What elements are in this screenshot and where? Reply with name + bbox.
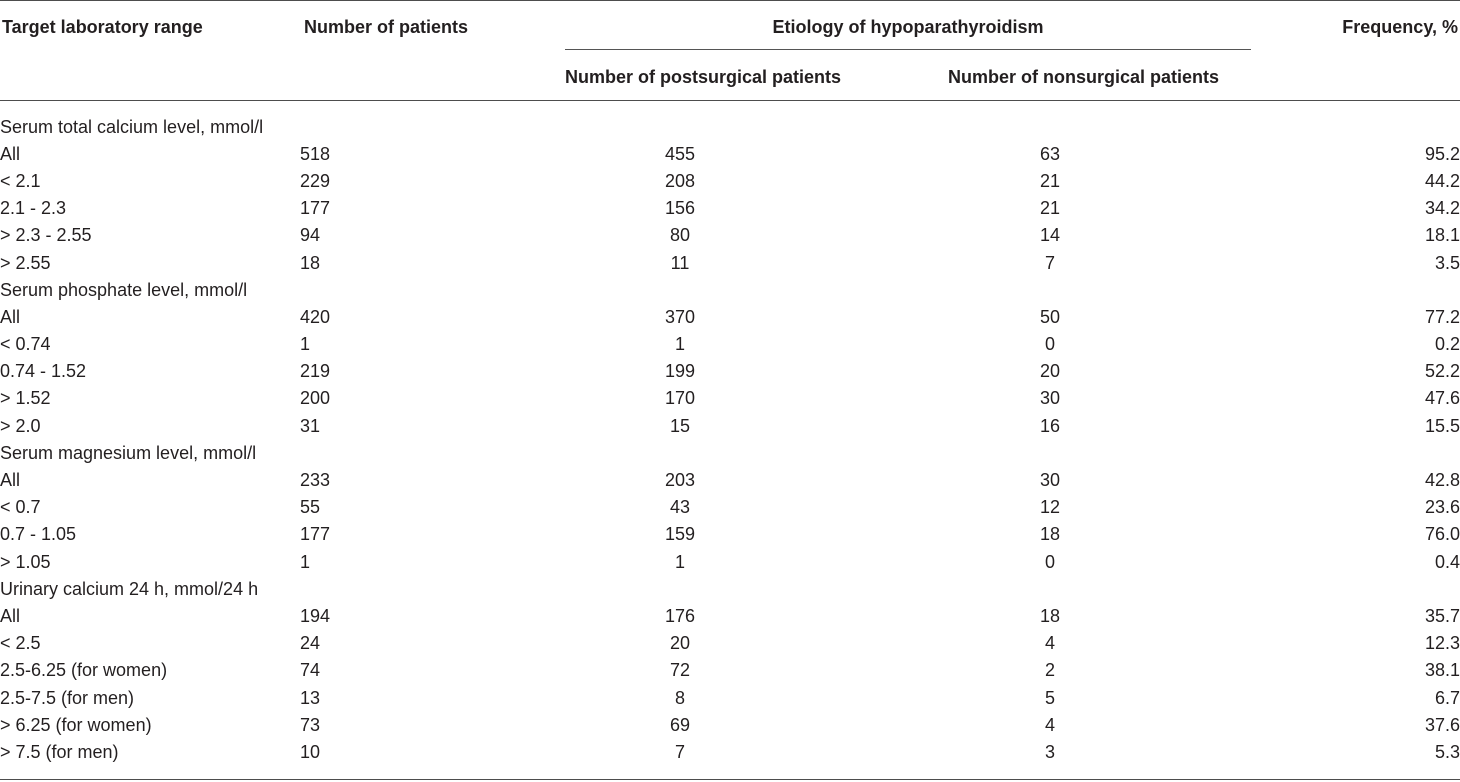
header-frequency: Frequency, % [1342, 17, 1458, 37]
cell-frequency: 52.2 [1424, 361, 1460, 382]
cell-number-of-patients: 200 [300, 388, 331, 409]
cell-postsurgical: 11 [670, 252, 690, 273]
table-row [0, 385, 1460, 412]
row-range-label: < 2.5 [0, 633, 41, 654]
cell-postsurgical: 1 [674, 334, 685, 355]
row-range-label: All [0, 143, 21, 164]
table-row [0, 195, 1460, 222]
table-row [0, 548, 1460, 575]
cell-frequency: 37.6 [1424, 714, 1460, 735]
cell-frequency: 47.6 [1424, 388, 1460, 409]
cell-frequency: 42.8 [1424, 470, 1460, 491]
cell-number-of-patients: 518 [300, 143, 331, 164]
cell-frequency: 95.2 [1424, 143, 1460, 164]
cell-postsurgical: 80 [669, 225, 691, 246]
cell-postsurgical: 208 [664, 170, 696, 191]
cell-nonsurgical: 30 [1039, 470, 1061, 491]
section-title: Serum phosphate level, mmol/l [0, 279, 248, 300]
cell-postsurgical: 370 [664, 306, 696, 327]
section-header-row [0, 113, 1460, 140]
data-table [0, 113, 1460, 766]
cell-frequency: 3.5 [1435, 252, 1460, 273]
cell-number-of-patients: 55 [300, 497, 321, 518]
cell-nonsurgical: 12 [1039, 497, 1061, 518]
section-title: Serum total calcium level, mmol/l [0, 116, 264, 137]
cell-nonsurgical: 63 [1039, 143, 1061, 164]
row-range-label: 2.5-6.25 (for women) [0, 660, 168, 681]
cell-nonsurgical: 7 [1044, 252, 1055, 273]
cell-nonsurgical: 16 [1039, 415, 1061, 436]
table-row [0, 167, 1460, 194]
row-range-label: > 2.3 - 2.55 [0, 225, 92, 246]
cell-postsurgical: 69 [669, 714, 691, 735]
row-range-label: < 2.1 [0, 170, 41, 191]
cell-frequency: 76.0 [1424, 524, 1460, 545]
row-range-label: 0.74 - 1.52 [0, 361, 87, 382]
cell-frequency: 5.3 [1435, 741, 1460, 762]
cell-postsurgical: 203 [664, 470, 696, 491]
row-range-label: > 6.25 (for women) [0, 714, 152, 735]
cell-frequency: 34.2 [1424, 198, 1460, 219]
cell-nonsurgical: 0 [1044, 551, 1055, 572]
table-body [0, 113, 1460, 766]
cell-postsurgical: 156 [664, 198, 696, 219]
table-row [0, 331, 1460, 358]
header-bottom-rule [0, 100, 1460, 101]
cell-postsurgical: 199 [664, 361, 696, 382]
cell-postsurgical: 1 [674, 551, 685, 572]
table-row [0, 412, 1460, 439]
table-row [0, 358, 1460, 385]
section-title: Serum magnesium level, mmol/l [0, 442, 257, 463]
section-title: Urinary calcium 24 h, mmol/24 h [0, 578, 259, 599]
cell-nonsurgical: 50 [1039, 306, 1061, 327]
header-postsurgical: Number of postsurgical patients [565, 67, 842, 87]
cell-postsurgical: 8 [674, 687, 685, 708]
cell-number-of-patients: 13 [300, 687, 321, 708]
cell-frequency: 6.7 [1435, 687, 1460, 708]
cell-nonsurgical: 30 [1039, 388, 1061, 409]
cell-nonsurgical: 4 [1044, 633, 1055, 654]
table-row [0, 711, 1460, 738]
cell-postsurgical: 170 [664, 388, 696, 409]
row-range-label: < 0.7 [0, 497, 41, 518]
row-range-label: All [0, 605, 21, 626]
table-row [0, 303, 1460, 330]
cell-number-of-patients: 24 [300, 633, 321, 654]
cell-frequency: 0.2 [1435, 334, 1460, 355]
row-range-label: > 1.05 [0, 551, 51, 572]
cell-number-of-patients: 229 [300, 170, 331, 191]
table-row [0, 602, 1460, 629]
cell-frequency: 0.4 [1435, 551, 1460, 572]
row-range-label: All [0, 470, 21, 491]
table-row [0, 738, 1460, 765]
table-bottom-rule [0, 779, 1460, 780]
cell-frequency: 18.1 [1424, 225, 1460, 246]
cell-number-of-patients: 194 [300, 605, 331, 626]
cell-frequency: 23.6 [1424, 497, 1460, 518]
cell-frequency: 15.5 [1424, 415, 1460, 436]
table-row [0, 249, 1460, 276]
cell-postsurgical: 20 [669, 633, 691, 654]
row-range-label: > 7.5 (for men) [0, 741, 119, 762]
cell-frequency: 44.2 [1424, 170, 1460, 191]
cell-postsurgical: 159 [664, 524, 696, 545]
cell-nonsurgical: 2 [1044, 660, 1055, 681]
table-row [0, 494, 1460, 521]
cell-postsurgical: 455 [664, 143, 696, 164]
cell-number-of-patients: 1 [300, 551, 311, 572]
header-nonsurgical: Number of nonsurgical patients [948, 67, 1220, 87]
cell-number-of-patients: 177 [300, 524, 331, 545]
cell-postsurgical: 43 [669, 497, 691, 518]
cell-postsurgical: 72 [669, 660, 691, 681]
row-range-label: All [0, 306, 21, 327]
row-range-label: 2.5-7.5 (for men) [0, 687, 135, 708]
section-header-row [0, 439, 1460, 466]
header-etiology: Etiology of hypoparathyroidism [772, 17, 1044, 37]
row-range-label: 2.1 - 2.3 [0, 198, 67, 219]
table-row [0, 521, 1460, 548]
row-range-label: < 0.74 [0, 334, 51, 355]
cell-number-of-patients: 74 [300, 660, 321, 681]
cell-nonsurgical: 21 [1039, 170, 1061, 191]
cell-postsurgical: 7 [674, 741, 685, 762]
cell-number-of-patients: 233 [300, 470, 331, 491]
cell-postsurgical: 176 [664, 605, 696, 626]
row-range-label: 0.7 - 1.05 [0, 524, 77, 545]
cell-frequency: 12.3 [1424, 633, 1460, 654]
cell-number-of-patients: 94 [300, 225, 321, 246]
section-header-row [0, 276, 1460, 303]
cell-nonsurgical: 20 [1039, 361, 1061, 382]
cell-nonsurgical: 18 [1039, 524, 1061, 545]
table-top-rule [0, 0, 1460, 1]
table-row [0, 684, 1460, 711]
header-number-of-patients: Number of patients [304, 17, 469, 37]
cell-number-of-patients: 219 [300, 361, 331, 382]
cell-nonsurgical: 5 [1044, 687, 1055, 708]
cell-frequency: 77.2 [1424, 306, 1460, 327]
cell-postsurgical: 15 [669, 415, 691, 436]
section-header-row [0, 575, 1460, 602]
cell-number-of-patients: 177 [300, 198, 331, 219]
row-range-label: > 2.55 [0, 252, 51, 273]
table-row [0, 140, 1460, 167]
cell-frequency: 35.7 [1424, 605, 1460, 626]
cell-number-of-patients: 1 [300, 334, 311, 355]
table-row [0, 630, 1460, 657]
cell-number-of-patients: 18 [300, 252, 321, 273]
cell-nonsurgical: 14 [1039, 225, 1061, 246]
cell-number-of-patients: 73 [300, 714, 321, 735]
table-row [0, 222, 1460, 249]
cell-frequency: 38.1 [1424, 660, 1460, 681]
cell-number-of-patients: 31 [300, 415, 321, 436]
table-row [0, 657, 1460, 684]
row-range-label: > 2.0 [0, 415, 41, 436]
header-etiology-underline [565, 49, 1251, 50]
cell-nonsurgical: 21 [1039, 198, 1061, 219]
header-target-range: Target laboratory range [2, 17, 203, 37]
table-row [0, 466, 1460, 493]
row-range-label: > 1.52 [0, 388, 51, 409]
cell-nonsurgical: 4 [1044, 714, 1055, 735]
cell-nonsurgical: 3 [1044, 741, 1055, 762]
cell-number-of-patients: 10 [300, 741, 321, 762]
cell-number-of-patients: 420 [300, 306, 331, 327]
cell-nonsurgical: 0 [1044, 334, 1055, 355]
cell-nonsurgical: 18 [1039, 605, 1061, 626]
